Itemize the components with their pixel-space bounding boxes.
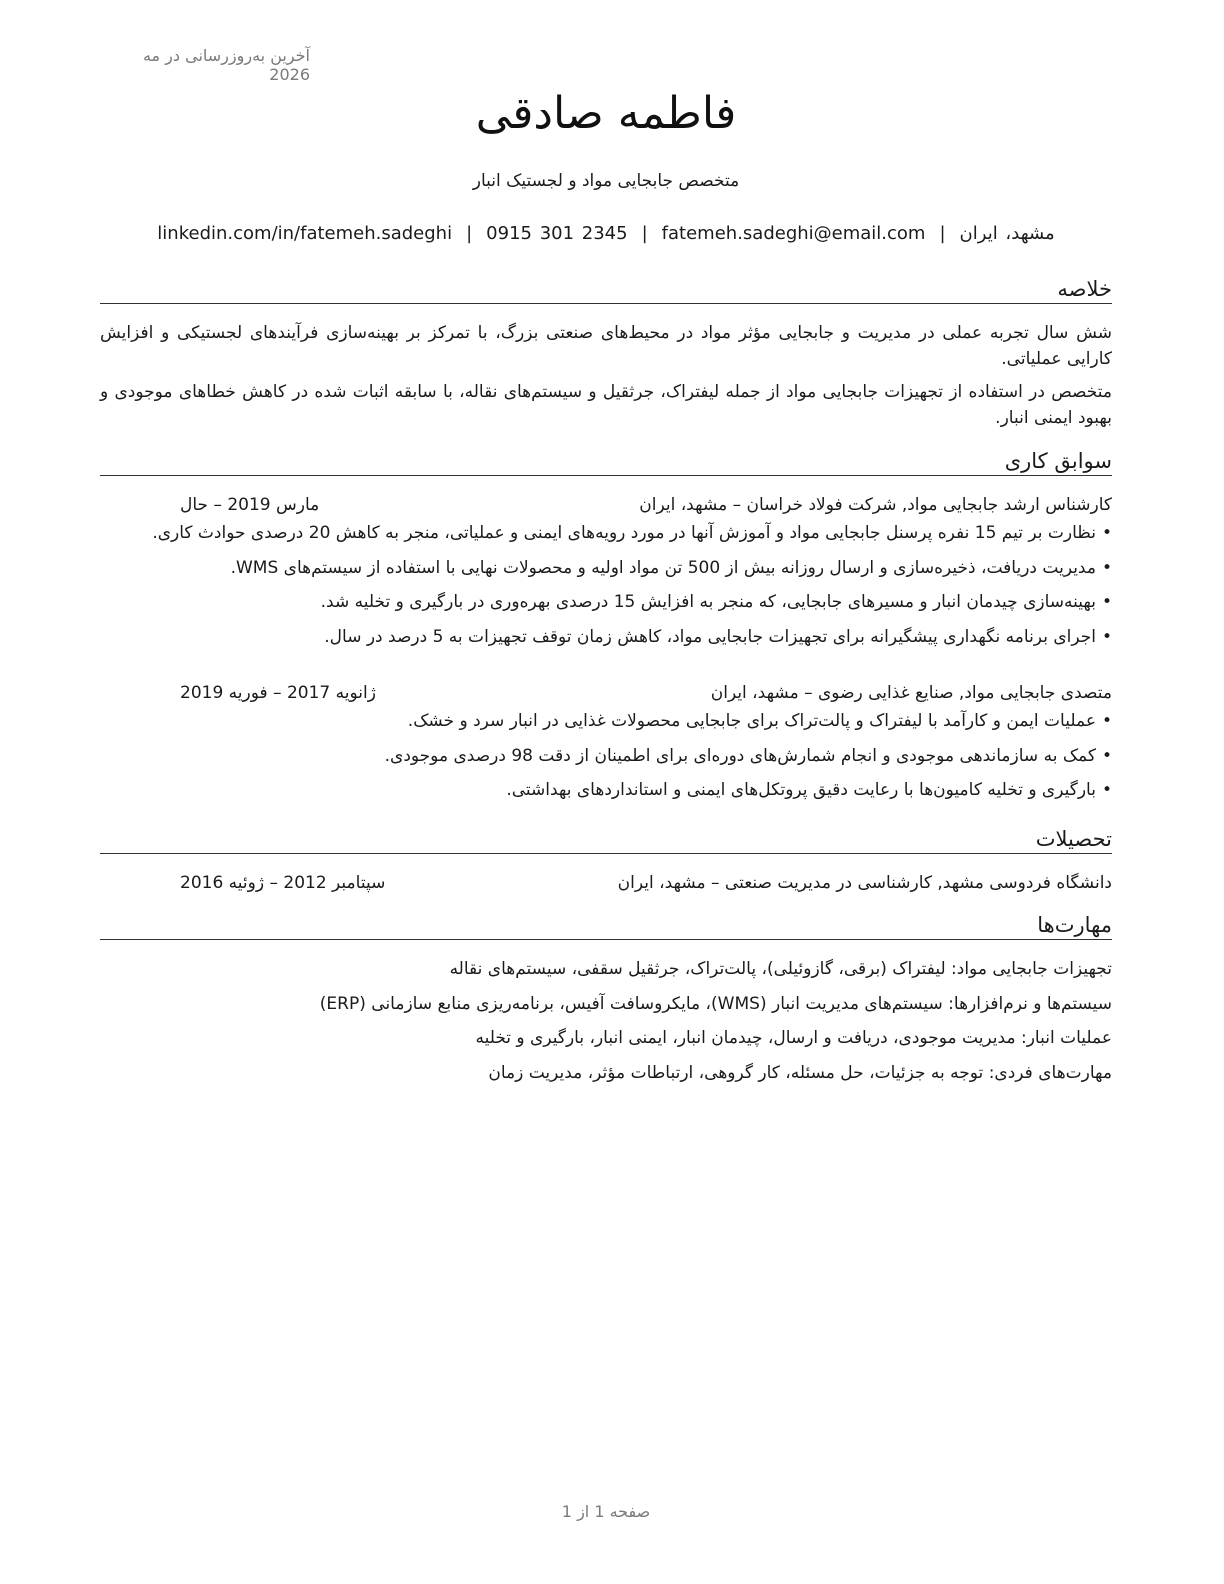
person-name: فاطمه صادقی [475, 88, 737, 139]
job-entry [100, 678, 1112, 812]
education-entry [100, 868, 1112, 898]
job-bullets [100, 708, 1112, 803]
list-item: •اجرای برنامه نگهداری پیشگیرانه برای تجهیزات جابجایی مواد، کاهش زمان توقف تجهیزات به 5 درصد در سال. [324, 626, 1112, 647]
skill-line: سیستم‌ها و نرم‌افزارها: سیستم‌های مدیریت انبار (WMS)، مایکروسافت آفیس، برنامه‌ریزی منابع سازمانی (ERP) [319, 993, 1112, 1014]
job-header [100, 490, 1112, 520]
experience-title: سوابق کاری [100, 449, 1112, 476]
education-heading: دانشگاه فردوسی مشهد, کارشناسی در مدیریت صنعتی – مشهد، ایران [617, 873, 1112, 893]
page-number: صفحه 1 از 1 [561, 1502, 651, 1521]
job-header [100, 678, 1112, 708]
contact-separator: | [939, 223, 946, 244]
summary-title: خلاصه [100, 277, 1112, 304]
education-header [100, 868, 1112, 898]
education-dates: سپتامبر 2012 – ژوئیه 2016 [180, 873, 386, 893]
summary-paragraph: شش سال تجربه عملی در مدیریت و جابجایی مؤثر مواد در محیط‌های صنعتی بزرگ، با تمرکز بر بهینه‌سازی فرآیندهای لجستیکی و افزایش کارایی عملیاتی. [100, 323, 1112, 369]
contact-separator: | [641, 223, 648, 244]
contact-linkedin[interactable]: linkedin.com/in/fatemeh.sadeghi [157, 223, 453, 244]
contact-separator: | [466, 223, 473, 244]
education-title: تحصیلات [100, 827, 1112, 854]
skills-section [100, 956, 1112, 1094]
skill-line: تجهیزات جابجایی مواد: لیفتراک (برقی، گازوئیلی)، پالت‌تراک، جرثقیل سقفی، سیستم‌های نقاله [449, 959, 1112, 979]
job-heading: کارشناس ارشد جابجایی مواد, شرکت فولاد خراسان – مشهد، ایران [639, 495, 1112, 515]
job-heading: متصدی جابجایی مواد, صنایع غذایی رضوی – مشهد، ایران [710, 683, 1112, 703]
contact-line [100, 223, 1112, 244]
resume-page [100, 0, 1112, 1584]
list-item: •مدیریت دریافت، ذخیره‌سازی و ارسال روزانه بیش از 500 تن مواد اولیه و محصولات نهایی با استفاده از سیستم‌های WMS. [230, 557, 1112, 578]
job-entry [100, 490, 1112, 658]
list-item: •بهینه‌سازی چیدمان انبار و مسیرهای جابجایی، که منجر به افزایش 15 درصدی بهره‌وری در بارگیری و تخلیه شد. [320, 592, 1112, 612]
contact-email[interactable]: fatemeh.sadeghi@email.com [661, 223, 926, 244]
last-updated: آخرین به‌روزرسانی در مه 2026 [142, 46, 310, 84]
skills-title: مهارت‌ها [100, 913, 1112, 940]
list-item: •بارگیری و تخلیه کامیون‌ها با رعایت دقیق پروتکل‌های ایمنی و استانداردهای بهداشتی. [506, 780, 1112, 800]
summary-paragraph: متخصص در استفاده از تجهیزات جابجایی مواد از جمله لیفتراک، جرثقیل و سیستم‌های نقاله، با سابقه اثبات شده در کاهش خطاهای موجودی و بهبود ایمنی انبار. [100, 382, 1112, 428]
job-dates: مارس 2019 – حال [180, 495, 320, 515]
summary-section [100, 320, 1112, 438]
contact-location: مشهد، ایران [959, 223, 1055, 244]
contact-phone[interactable]: 0915 301 2345 [486, 223, 628, 244]
skill-line: مهارت‌های فردی: توجه به جزئیات، حل مسئله، کار گروهی، ارتباطات مؤثر، مدیریت زمان [488, 1062, 1112, 1083]
skill-line: عملیات انبار: مدیریت موجودی، دریافت و ارسال، چیدمان انبار، ایمنی انبار، بارگیری و تخلیه [475, 1028, 1112, 1048]
job-bullets [100, 520, 1112, 650]
list-item: •نظارت بر تیم 15 نفره پرسنل جابجایی مواد و آموزش آنها در مورد رویه‌های ایمنی و عملیاتی، منجر به کاهش 20 درصدی حوادث کاری. [152, 523, 1112, 543]
list-item: •عملیات ایمن و کارآمد با لیفتراک و پالت‌تراک برای جابجایی محصولات غذایی در انبار سرد و خشک. [407, 711, 1112, 731]
job-dates: ژانویه 2017 – فوریه 2019 [180, 683, 376, 703]
list-item: •کمک به سازماندهی موجودی و انجام شمارش‌های دوره‌ای برای اطمینان از دقت 98 درصدی موجودی. [384, 745, 1112, 766]
job-role: متخصص جابجایی مواد و لجستیک انبار [472, 171, 740, 191]
